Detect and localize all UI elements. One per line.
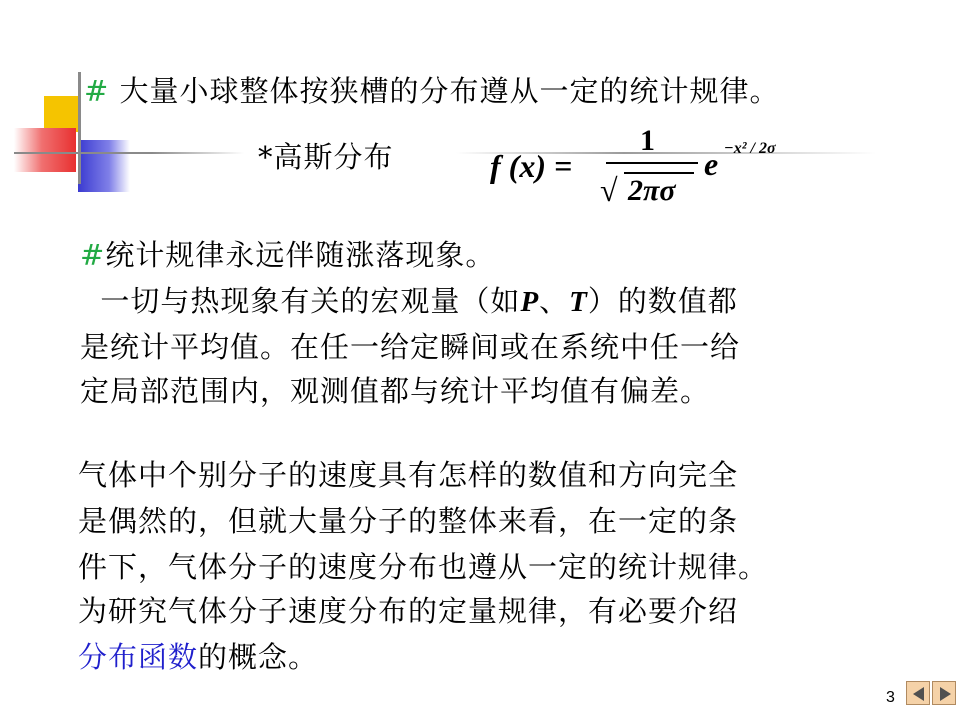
formula-fraction-bar: [606, 162, 698, 164]
para2-line5-text: 的概念。: [198, 640, 319, 674]
next-slide-button[interactable]: [932, 681, 956, 705]
distribution-function-term: 分布函数: [78, 640, 199, 674]
triangle-left-icon: [913, 687, 924, 701]
para1-line1: [80, 284, 738, 319]
bullet-marker: #: [80, 238, 106, 272]
gauss-label: *高斯分布: [258, 140, 394, 174]
para1-line3: 定局部范围内，观测值都与统计平均值有偏差。: [80, 374, 711, 408]
bullet-text: 大量小球整体按狭槽的分布遵从一定的统计规律。: [109, 74, 780, 108]
decor-horizontal-line-left: [14, 152, 244, 154]
prev-slide-button[interactable]: [906, 681, 930, 705]
symbol-t: T: [569, 286, 588, 318]
bullet-text: 统计规律永远伴随涨落现象。: [105, 238, 496, 272]
triangle-right-icon: [940, 687, 951, 701]
para2-line2: 是偶然的，但就大量分子的整体来看，在一定的条: [78, 504, 739, 538]
decor-yellow-square: [44, 96, 80, 132]
para2-line4: 为研究气体分子速度分布的定量规律，有必要介绍: [78, 594, 739, 628]
formula-exponent: −x² / 2σ: [724, 140, 776, 157]
separator: 、: [539, 284, 570, 318]
formula-base: e: [704, 146, 719, 182]
decor-red-square: [14, 128, 76, 172]
decor-vertical-line: [78, 72, 81, 184]
para2-line1: 气体中个别分子的速度具有怎样的数值和方向完全: [78, 458, 739, 492]
para1-line1-text-end: ）的数值都: [587, 284, 738, 318]
bullet-distribution-law: [84, 74, 780, 108]
formula-numerator: 1: [640, 124, 655, 157]
bullet-fluctuation: [80, 238, 495, 272]
sqrt-icon: √: [600, 172, 618, 208]
bullet-marker: #: [84, 74, 110, 108]
formula-lhs: f (x) =: [490, 148, 573, 184]
decor-blue-square: [78, 140, 130, 192]
para2-line5: [78, 640, 318, 674]
para1-line2: 是统计平均值。在任一给定瞬间或在系统中任一给: [80, 330, 741, 364]
symbol-p: P: [520, 286, 540, 318]
page-number: 3: [886, 689, 895, 706]
para2-line3: 件下，气体分子的速度分布也遵从一定的统计规律。: [78, 550, 769, 584]
formula-denominator: 2πσ: [628, 174, 676, 207]
para1-line1-text: 一切与热现象有关的宏观量（如: [80, 284, 521, 318]
